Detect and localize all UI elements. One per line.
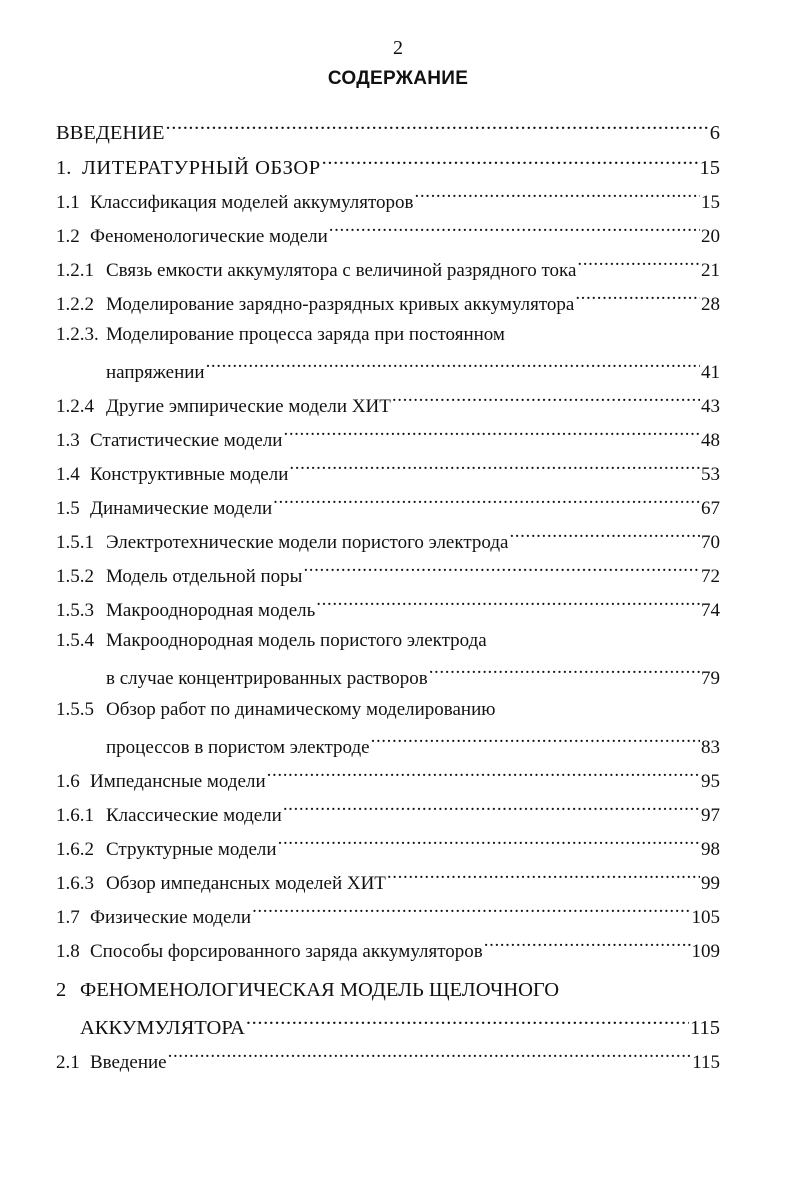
toc-entry-number: 1.5 — [56, 498, 80, 519]
toc-entry-1-3[interactable] — [0, 424, 796, 450]
toc-entry-page: 109 — [691, 941, 720, 962]
dot-leader — [577, 254, 700, 276]
toc-entry-number: 1.3 — [56, 430, 80, 451]
dot-leader — [387, 867, 700, 889]
toc-entry-text: Обзор импедансных моделей ХИТ — [106, 873, 386, 894]
toc-entry-page: 99 — [701, 873, 720, 894]
toc-entry-introduction[interactable] — [0, 117, 796, 143]
dot-leader — [303, 560, 700, 582]
toc-entry-page: 43 — [701, 396, 720, 417]
toc-entry-page: 28 — [701, 294, 720, 315]
toc-entry-2-1[interactable] — [0, 1046, 796, 1072]
dot-leader — [415, 186, 700, 208]
toc-entry-1[interactable] — [0, 152, 796, 178]
dot-leader — [283, 799, 700, 821]
toc-entry-number: 2.1 — [56, 1052, 80, 1073]
dot-leader — [289, 458, 700, 480]
toc-entry-number: 1.2 — [56, 226, 80, 247]
dot-leader — [166, 117, 709, 139]
toc-entry-number: 1.2.1 — [56, 260, 94, 281]
dot-leader — [273, 492, 700, 514]
toc-entry-text: Другие эмпирические модели ХИТ — [106, 396, 391, 417]
toc-entry-page: 48 — [701, 430, 720, 451]
toc-title: СОДЕРЖАНИЕ — [327, 68, 469, 89]
dot-leader — [283, 424, 700, 446]
toc-entry-1-5-2[interactable] — [0, 560, 796, 586]
toc-entry-page: 98 — [701, 839, 720, 860]
toc-entry-1-7[interactable] — [0, 901, 796, 927]
toc-entry-page: 79 — [701, 668, 720, 689]
toc-entry-text: Обзор работ по динамическому моделированию — [106, 699, 496, 720]
toc-entry-page: 53 — [701, 464, 720, 485]
toc-entry-number: 1. — [56, 157, 72, 179]
toc-entry-page: 83 — [701, 737, 720, 758]
toc-entry-page: 21 — [701, 260, 720, 281]
toc-entry-number: 2 — [56, 979, 67, 1001]
toc-entry-1-6-2[interactable] — [0, 833, 796, 859]
toc-entry-text: ФЕНОМЕНОЛОГИЧЕСКАЯ МОДЕЛЬ ЩЕЛОЧНОГО — [80, 979, 560, 1001]
toc-entry-1-5-5[interactable] — [0, 697, 796, 723]
toc-entry-1-6-3[interactable] — [0, 867, 796, 893]
page-number: 2 — [393, 37, 403, 59]
toc-entry-2[interactable] — [0, 977, 796, 1003]
toc-entry-number: 1.5.4 — [56, 630, 94, 651]
toc-entry-page: 115 — [692, 1052, 720, 1073]
dot-leader — [429, 662, 700, 684]
toc-entry-text-continued: процессов в пористом электроде — [106, 737, 370, 758]
toc-entry-text: Моделирование зарядно-разрядных кривых аккумулятора — [106, 294, 575, 315]
toc-entry-page: 72 — [701, 566, 720, 587]
toc-entry-text: ЛИТЕРАТУРНЫЙ ОБЗОР — [82, 157, 321, 179]
toc-entry-1-8[interactable] — [0, 935, 796, 961]
dot-leader — [371, 731, 700, 753]
toc-entry-number: 1.5.1 — [56, 532, 94, 553]
toc-entry-page: 20 — [701, 226, 720, 247]
toc-entry-page: 70 — [701, 532, 720, 553]
dot-leader — [484, 935, 691, 957]
toc-entry-1-5-4-continued[interactable] — [0, 662, 796, 688]
toc-entry-page: 74 — [701, 600, 720, 621]
toc-entry-1-2[interactable] — [0, 220, 796, 246]
toc-entry-number: 1.2.2 — [56, 294, 94, 315]
toc-entry-page: 67 — [701, 498, 720, 519]
toc-entry-1-2-1[interactable] — [0, 254, 796, 280]
toc-entry-1-5-5-continued[interactable] — [0, 731, 796, 757]
toc-entry-text: Связь емкости аккумулятора с величиной разрядного тока — [106, 260, 577, 281]
toc-entry-1-5-1[interactable] — [0, 526, 796, 552]
toc-entry-1-5-4[interactable] — [0, 628, 796, 654]
toc-entry-text: Конструктивные модели — [90, 464, 289, 485]
toc-entry-text: Моделирование процесса заряда при постоянном — [106, 324, 505, 345]
toc-entry-text: Модель отдельной поры — [106, 566, 303, 587]
toc-entry-number: 1.4 — [56, 464, 80, 485]
toc-entry-number: 1.5.5 — [56, 699, 94, 720]
toc-entry-text: Динамические модели — [90, 498, 273, 519]
toc-entry-text: Способы форсированного заряда аккумуляторов — [90, 941, 483, 962]
toc-entry-page: 95 — [701, 771, 720, 792]
toc-entry-1-2-4[interactable] — [0, 390, 796, 416]
toc-entry-number: 1.8 — [56, 941, 80, 962]
toc-entry-number: 1.1 — [56, 192, 80, 213]
dot-leader — [509, 526, 700, 548]
dot-leader — [316, 594, 700, 616]
toc-entry-1-2-3[interactable] — [0, 322, 796, 348]
toc-entry-number: 1.6 — [56, 771, 80, 792]
toc-entry-text-continued: в случае концентрированных растворов — [106, 668, 428, 689]
toc-entry-text: Введение — [90, 1052, 167, 1073]
toc-entry-1-6-1[interactable] — [0, 799, 796, 825]
toc-entry-number: 1.6.1 — [56, 805, 94, 826]
toc-entry-page: 105 — [691, 907, 720, 928]
toc-entry-text: Феноменологические модели — [90, 226, 328, 247]
toc-entry-text: ВВЕДЕНИЕ — [56, 122, 165, 144]
dot-leader — [329, 220, 700, 242]
toc-entry-number: 1.2.4 — [56, 396, 94, 417]
dot-leader — [575, 288, 700, 310]
toc-entry-1-5-3[interactable] — [0, 594, 796, 620]
dot-leader — [392, 390, 700, 412]
toc-entry-text: Структурные модели — [106, 839, 277, 860]
toc-entry-text-continued: напряжении — [106, 362, 205, 383]
toc-entry-2-continued[interactable] — [0, 1012, 796, 1038]
toc-entry-page: 15 — [699, 157, 720, 179]
dot-leader — [267, 765, 700, 787]
toc-entry-text: Электротехнические модели пористого электрода — [106, 532, 509, 553]
toc-entry-number: 1.7 — [56, 907, 80, 928]
toc-entry-text: Макрооднородная модель — [106, 600, 316, 621]
toc-entry-1-5[interactable] — [0, 492, 796, 518]
toc-entry-1-1[interactable] — [0, 186, 796, 212]
dot-leader — [206, 356, 700, 378]
toc-entry-text: Физические модели — [90, 907, 252, 928]
toc-entry-number: 1.6.2 — [56, 839, 94, 860]
dot-leader — [252, 901, 690, 923]
dot-leader — [168, 1046, 692, 1068]
dot-leader — [246, 1012, 689, 1034]
toc-entry-number: 1.2.3. — [56, 324, 99, 345]
toc-entry-text-continued: АККУМУЛЯТОРА — [80, 1017, 245, 1039]
toc-entry-text: Макрооднородная модель пористого электрода — [106, 630, 487, 651]
toc-entry-page: 97 — [701, 805, 720, 826]
toc-entry-text: Статистические модели — [90, 430, 283, 451]
toc-entry-text: Классификация моделей аккумуляторов — [90, 192, 414, 213]
toc-entry-1-2-2[interactable] — [0, 288, 796, 314]
toc-entry-text: Импедансные модели — [90, 771, 266, 792]
toc-entry-1-4[interactable] — [0, 458, 796, 484]
toc-entry-page: 15 — [701, 192, 720, 213]
toc-entry-page: 6 — [709, 122, 720, 144]
toc-entry-page: 41 — [701, 362, 720, 383]
toc-entry-number: 1.5.2 — [56, 566, 94, 587]
dot-leader — [278, 833, 700, 855]
toc-entry-number: 1.5.3 — [56, 600, 94, 621]
toc-entry-text: Классические модели — [106, 805, 282, 826]
toc-entry-page: 115 — [690, 1017, 720, 1039]
toc-entry-1-2-3-continued[interactable] — [0, 356, 796, 382]
dot-leader — [322, 152, 699, 174]
toc-entry-1-6[interactable] — [0, 765, 796, 791]
toc-entry-number: 1.6.3 — [56, 873, 94, 894]
